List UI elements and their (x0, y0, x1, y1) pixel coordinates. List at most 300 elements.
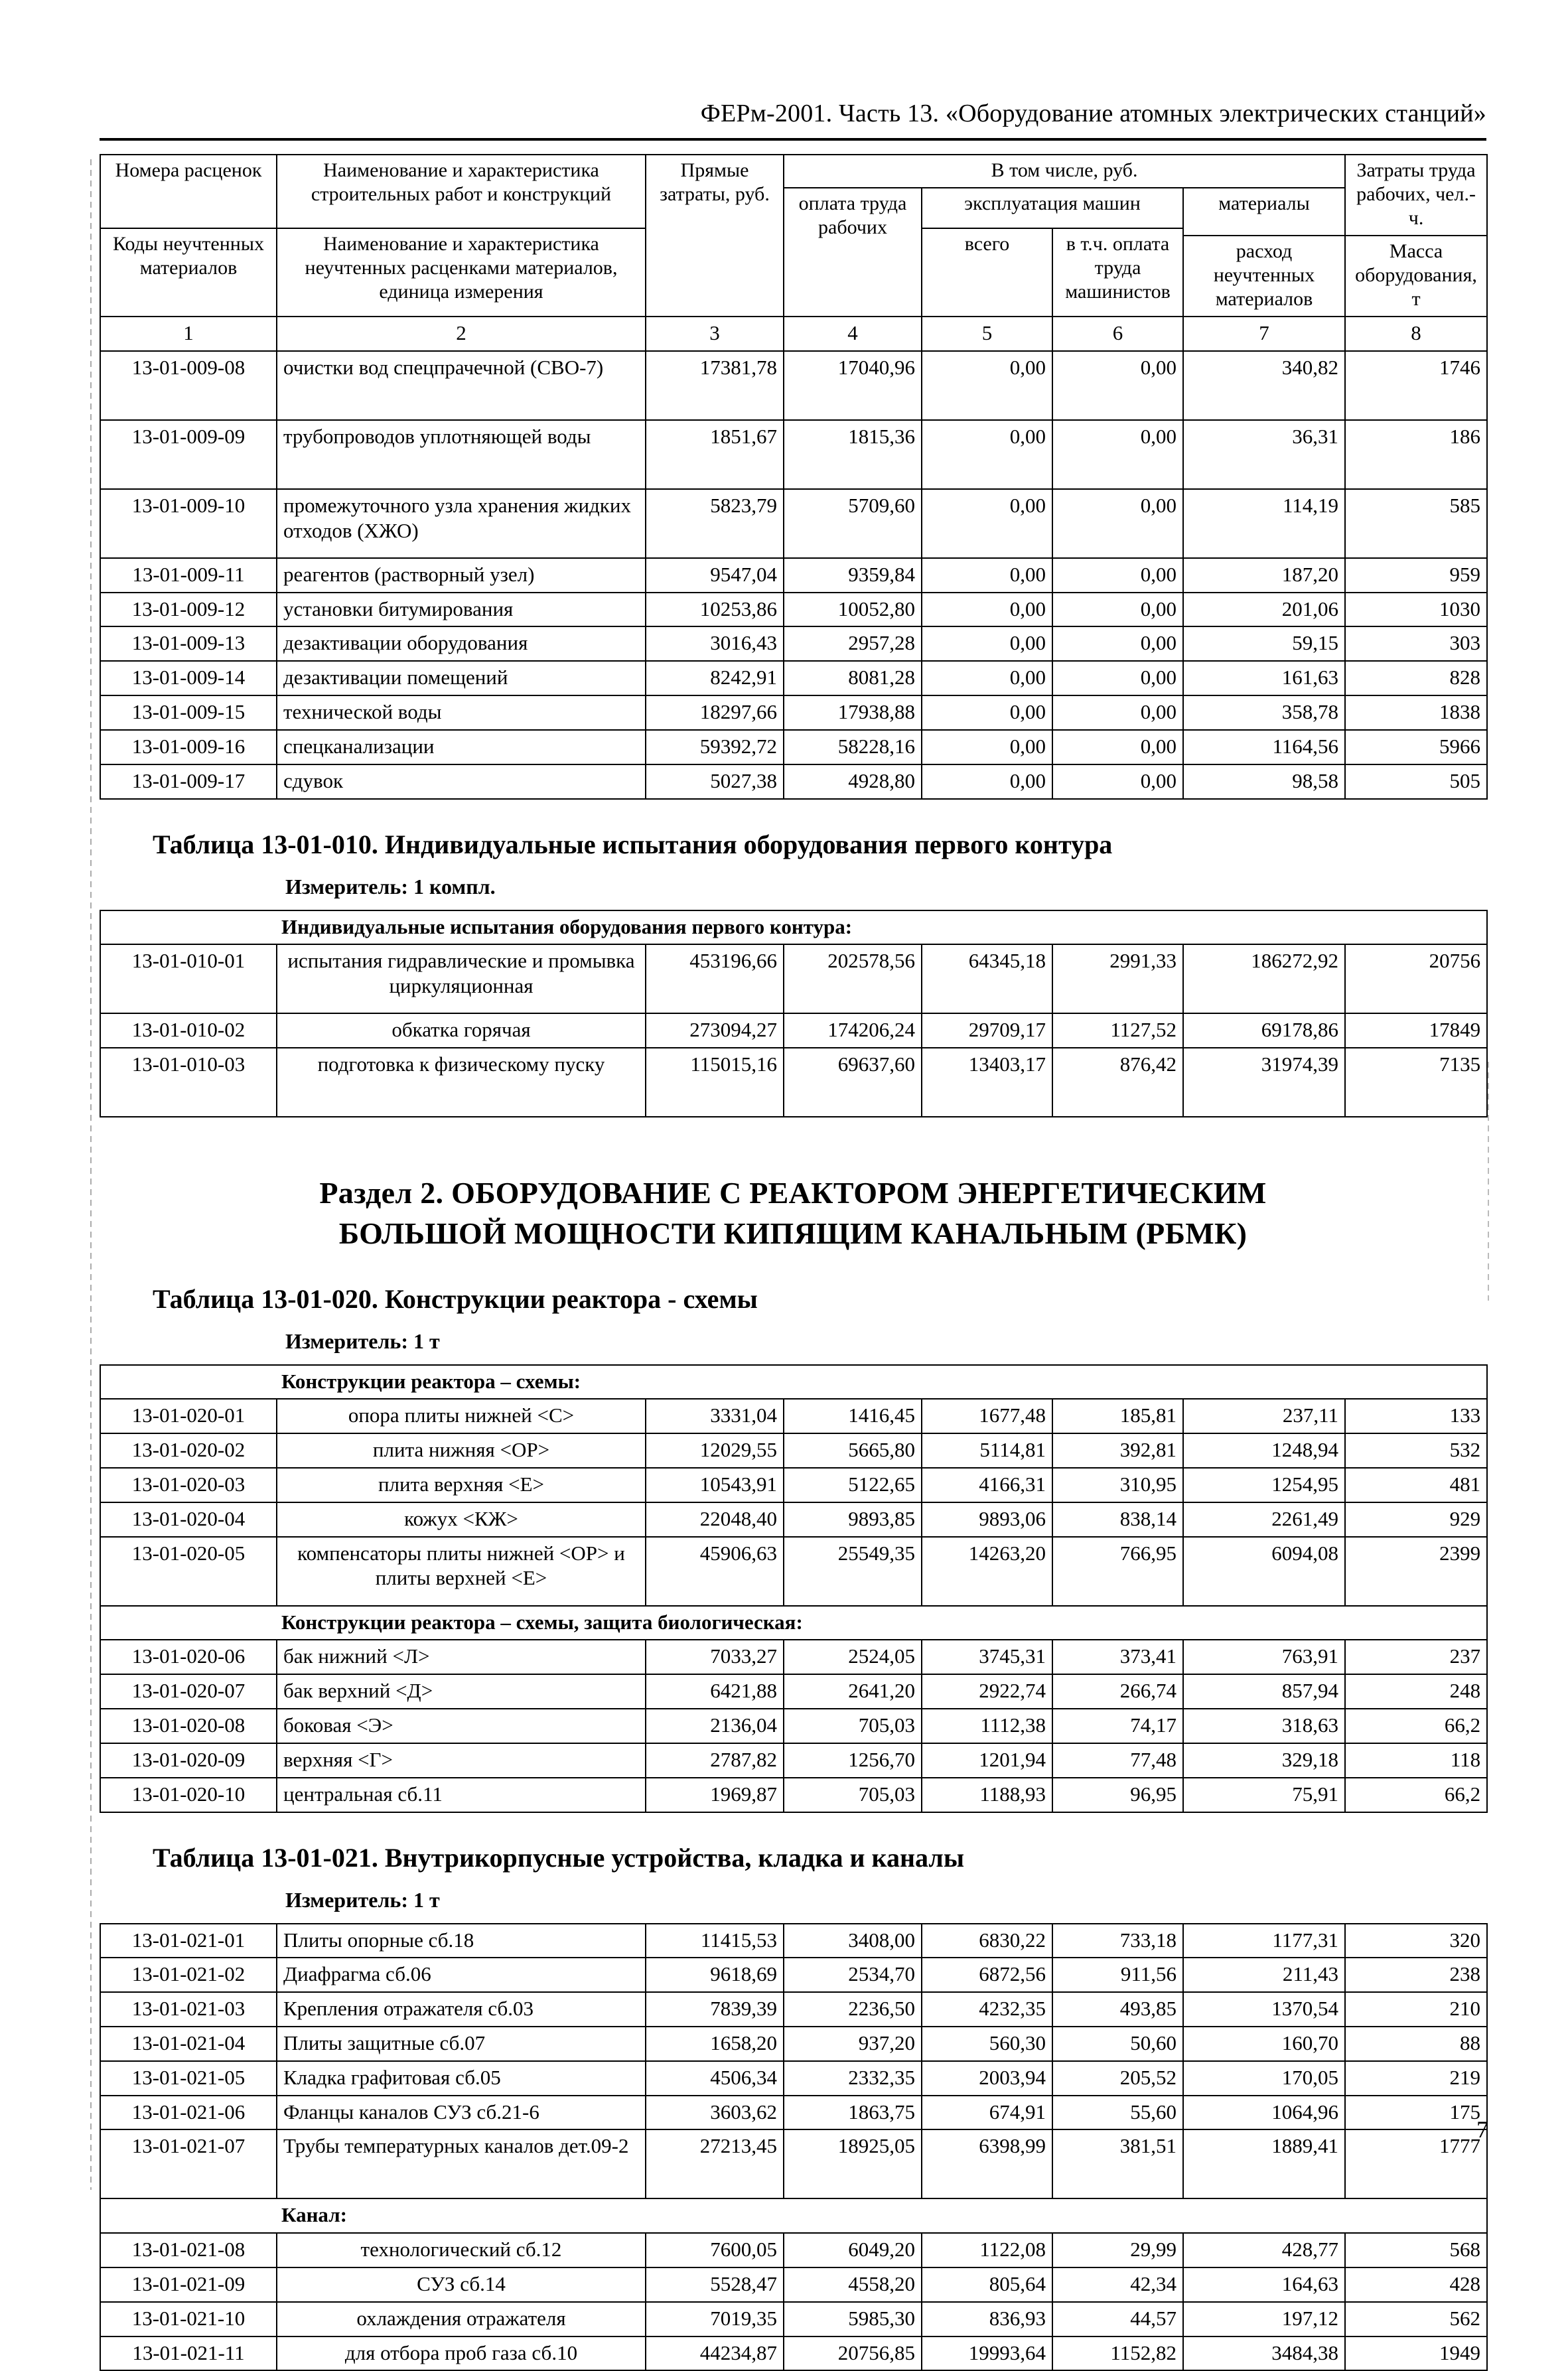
cell-labor-costs: 1746 (1345, 351, 1487, 420)
cell-name: кожух <КЖ> (277, 1502, 646, 1537)
cell-labor-pay: 9359,84 (784, 558, 922, 593)
cell-materials: 237,11 (1183, 1399, 1345, 1433)
left-margin-line (90, 159, 92, 2190)
cell-machinist-pay: 911,56 (1052, 1958, 1183, 1992)
table-row (100, 1013, 1487, 1048)
cell-materials: 114,19 (1183, 489, 1345, 558)
cell-code: 13-01-020-03 (100, 1468, 277, 1502)
cell-materials: 340,82 (1183, 351, 1345, 420)
cell-labor-pay: 17938,88 (784, 695, 922, 730)
group-header-row (100, 1365, 1487, 1400)
table-title-13-01-020: Таблица 13-01-020. Конструкции реактора - схемы (153, 1283, 1486, 1315)
cell-code: 13-01-020-08 (100, 1709, 277, 1743)
cell-materials: 2261,49 (1183, 1502, 1345, 1537)
cell-machinist-pay: 0,00 (1052, 695, 1183, 730)
running-head: ФЕРм-2001. Часть 13. «Оборудование атомных электрических станций» (100, 100, 1486, 129)
table-body-020-hdr2 (100, 1606, 1487, 1640)
table-title-13-01-021: Таблица 13-01-021. Внутрикорпусные устройства, кладка и каналы (153, 1842, 1486, 1873)
cell-name: Плиты опорные сб.18 (277, 1924, 646, 1958)
cell-code: 13-01-020-04 (100, 1502, 277, 1537)
cell-machines-total: 14263,20 (922, 1537, 1052, 1606)
cell-machines-total: 1122,08 (922, 2233, 1052, 2267)
cell-code: 13-01-020-02 (100, 1433, 277, 1468)
cell-code: 13-01-009-17 (100, 764, 277, 799)
col-number: 5 (922, 317, 1052, 351)
table-row (100, 2027, 1487, 2061)
cell-labor-pay: 705,03 (784, 1709, 922, 1743)
cell-code: 13-01-021-07 (100, 2129, 277, 2198)
cell-labor-pay: 2641,20 (784, 1674, 922, 1709)
cell-name: трубопроводов уплотняющей воды (277, 420, 646, 489)
cell-name: Диафрагма сб.06 (277, 1958, 646, 1992)
col-number: 3 (646, 317, 784, 351)
cell-machinist-pay: 29,99 (1052, 2233, 1183, 2267)
cell-direct-costs: 22048,40 (646, 1502, 784, 1537)
cell-labor-pay: 2957,28 (784, 626, 922, 661)
cell-name: Крепления отражателя сб.03 (277, 1992, 646, 2027)
cell-code: 13-01-020-01 (100, 1399, 277, 1433)
cell-labor-costs: 219 (1345, 2061, 1487, 2096)
group-header-row (100, 1606, 1487, 1640)
cell-labor-pay: 1815,36 (784, 420, 922, 489)
table-row (100, 626, 1487, 661)
cell-code: 13-01-020-07 (100, 1674, 277, 1709)
cell-labor-costs: 303 (1345, 626, 1487, 661)
cell-code: 13-01-020-06 (100, 1640, 277, 1674)
cell-machines-total: 4232,35 (922, 1992, 1052, 2027)
cell-labor-pay: 1416,45 (784, 1399, 922, 1433)
cell-direct-costs: 8242,91 (646, 661, 784, 695)
cell-code: 13-01-009-10 (100, 489, 277, 558)
cell-labor-costs: 5966 (1345, 730, 1487, 764)
cell-materials: 1164,56 (1183, 730, 1345, 764)
cell-materials: 3484,38 (1183, 2336, 1345, 2371)
cell-labor-costs: 428 (1345, 2267, 1487, 2302)
cell-labor-pay: 17040,96 (784, 351, 922, 420)
cell-direct-costs: 59392,72 (646, 730, 784, 764)
col-number: 8 (1345, 317, 1487, 351)
cell-name: центральная сб.11 (277, 1778, 646, 1812)
cell-machinist-pay: 185,81 (1052, 1399, 1183, 1433)
cell-direct-costs: 10253,86 (646, 593, 784, 627)
cell-labor-costs: 2399 (1345, 1537, 1487, 1606)
cell-machinist-pay: 42,34 (1052, 2267, 1183, 2302)
cell-machines-total: 6872,56 (922, 1958, 1052, 1992)
cell-materials: 187,20 (1183, 558, 1345, 593)
cell-machinist-pay: 0,00 (1052, 593, 1183, 627)
cell-labor-costs: 562 (1345, 2302, 1487, 2336)
cell-labor-costs: 118 (1345, 1743, 1487, 1778)
cell-machines-total: 674,91 (922, 2096, 1052, 2130)
cell-labor-pay: 202578,56 (784, 944, 922, 1013)
cell-name: дезактивации оборудования (277, 626, 646, 661)
cell-materials: 1370,54 (1183, 1992, 1345, 2027)
cell-machinist-pay: 266,74 (1052, 1674, 1183, 1709)
cell-machines-total: 29709,17 (922, 1013, 1052, 1048)
cell-labor-costs: 210 (1345, 1992, 1487, 2027)
cell-labor-pay: 3408,00 (784, 1924, 922, 1958)
cell-materials: 201,06 (1183, 593, 1345, 627)
cell-code: 13-01-021-09 (100, 2267, 277, 2302)
cell-machines-total: 0,00 (922, 420, 1052, 489)
cell-direct-costs: 3016,43 (646, 626, 784, 661)
cell-machines-total: 836,93 (922, 2302, 1052, 2336)
cell-direct-costs: 7839,39 (646, 1992, 784, 2027)
cell-labor-costs: 248 (1345, 1674, 1487, 1709)
cell-machinist-pay: 381,51 (1052, 2129, 1183, 2198)
cell-materials: 186272,92 (1183, 944, 1345, 1013)
table-row (100, 1537, 1487, 1606)
cell-code: 13-01-010-03 (100, 1048, 277, 1117)
group-header-row (100, 910, 1487, 945)
table-body-020-a (100, 1399, 1487, 1605)
cell-labor-pay: 937,20 (784, 2027, 922, 2061)
cell-machinist-pay: 0,00 (1052, 489, 1183, 558)
cell-direct-costs: 1658,20 (646, 2027, 784, 2061)
cell-labor-costs: 1838 (1345, 695, 1487, 730)
cell-direct-costs: 1969,87 (646, 1778, 784, 1812)
cell-materials: 160,70 (1183, 2027, 1345, 2061)
cell-materials: 197,12 (1183, 2302, 1345, 2336)
cell-materials: 1254,95 (1183, 1468, 1345, 1502)
cell-machines-total: 560,30 (922, 2027, 1052, 2061)
header-col1-top: Номера расценок (100, 155, 277, 228)
cell-direct-costs: 453196,66 (646, 944, 784, 1013)
cell-name: реагентов (растворный узел) (277, 558, 646, 593)
table-body-010-rows (100, 944, 1487, 1117)
cell-machines-total: 3745,31 (922, 1640, 1052, 1674)
cell-labor-costs: 505 (1345, 764, 1487, 799)
cell-labor-costs: 88 (1345, 2027, 1487, 2061)
section-heading-2 (163, 1173, 1423, 1254)
page-number: 7 (1476, 2116, 1488, 2143)
cell-machinist-pay: 44,57 (1052, 2302, 1183, 2336)
table-row (100, 1640, 1487, 1674)
cell-machinist-pay: 493,85 (1052, 1992, 1183, 2027)
cell-machines-total: 19993,64 (922, 2336, 1052, 2371)
cell-direct-costs: 5027,38 (646, 764, 784, 799)
cell-direct-costs: 2136,04 (646, 1709, 784, 1743)
table-body-021-a (100, 1924, 1487, 2199)
cell-name: бак нижний <Л> (277, 1640, 646, 1674)
cell-labor-pay: 5665,80 (784, 1433, 922, 1468)
cell-direct-costs: 12029,55 (646, 1433, 784, 1468)
cell-machinist-pay: 0,00 (1052, 730, 1183, 764)
cell-labor-pay: 1256,70 (784, 1743, 922, 1778)
table-row (100, 1709, 1487, 1743)
cell-labor-costs: 959 (1345, 558, 1487, 593)
cell-labor-costs: 7135 (1345, 1048, 1487, 1117)
cell-machinist-pay: 766,95 (1052, 1537, 1183, 1606)
cell-labor-pay: 2332,35 (784, 2061, 922, 2096)
section-heading-line-2: БОЛЬШОЙ МОЩНОСТИ КИПЯЩИМ КАНАЛЬНЫМ (РБМК) (163, 1214, 1423, 1254)
table-column-header (100, 155, 1487, 351)
cell-code: 13-01-009-15 (100, 695, 277, 730)
cell-direct-costs: 10543,91 (646, 1468, 784, 1502)
cell-code: 13-01-020-09 (100, 1743, 277, 1778)
cell-machines-total: 1201,94 (922, 1743, 1052, 1778)
cell-machinist-pay: 205,52 (1052, 2061, 1183, 2096)
cell-labor-costs: 175 (1345, 2096, 1487, 2130)
cell-machines-total: 2922,74 (922, 1674, 1052, 1709)
cell-machinist-pay: 0,00 (1052, 351, 1183, 420)
cell-direct-costs: 6421,88 (646, 1674, 784, 1709)
table-row (100, 1674, 1487, 1709)
cell-name: промежуточного узла хранения жидких отходов (ХЖО) (277, 489, 646, 558)
cell-labor-pay: 2534,70 (784, 1958, 922, 1992)
cell-labor-costs: 481 (1345, 1468, 1487, 1502)
cell-code: 13-01-009-13 (100, 626, 277, 661)
cell-machines-total: 1188,93 (922, 1778, 1052, 1812)
cell-materials: 1248,94 (1183, 1433, 1345, 1468)
cell-code: 13-01-021-05 (100, 2061, 277, 2096)
cell-labor-pay: 9893,85 (784, 1502, 922, 1537)
table-body-020-hdr1 (100, 1365, 1487, 1400)
cell-materials: 161,63 (1183, 661, 1345, 695)
cell-name: для отбора проб газа сб.10 (277, 2336, 646, 2371)
cell-labor-pay: 1863,75 (784, 2096, 922, 2130)
cell-name: верхняя <Г> (277, 1743, 646, 1778)
cell-materials: 170,05 (1183, 2061, 1345, 2096)
cell-materials: 36,31 (1183, 420, 1345, 489)
cell-machines-total: 4166,31 (922, 1468, 1052, 1502)
cell-machines-total: 0,00 (922, 558, 1052, 593)
cell-name: Трубы температурных каналов дет.09-2 (277, 2129, 646, 2198)
cell-direct-costs: 5823,79 (646, 489, 784, 558)
table-row (100, 695, 1487, 730)
cell-name: опора плиты нижней <С> (277, 1399, 646, 1433)
cell-machines-total: 1112,38 (922, 1709, 1052, 1743)
cell-labor-pay: 5709,60 (784, 489, 922, 558)
cell-materials: 59,15 (1183, 626, 1345, 661)
table-body-009 (100, 351, 1487, 799)
cell-code: 13-01-009-16 (100, 730, 277, 764)
cell-direct-costs: 9618,69 (646, 1958, 784, 1992)
col-number: 6 (1052, 317, 1183, 351)
cell-labor-pay: 705,03 (784, 1778, 922, 1812)
cell-labor-costs: 66,2 (1345, 1778, 1487, 1812)
table-body-021-hdr (100, 2198, 1487, 2233)
cell-materials: 164,63 (1183, 2267, 1345, 2302)
table-body-021-b (100, 2233, 1487, 2370)
cell-name: Плиты защитные сб.07 (277, 2027, 646, 2061)
column-number-row (100, 317, 1487, 351)
table-13-01-020 (100, 1364, 1488, 1813)
cell-name: очистки вод спецпрачечной (СВО-7) (277, 351, 646, 420)
cell-direct-costs: 27213,45 (646, 2129, 784, 2198)
cell-materials: 1064,96 (1183, 2096, 1345, 2130)
cell-code: 13-01-009-11 (100, 558, 277, 593)
group-header-row (100, 2198, 1487, 2233)
cell-direct-costs: 7019,35 (646, 2302, 784, 2336)
table-row (100, 2336, 1487, 2371)
cell-machinist-pay: 733,18 (1052, 1924, 1183, 1958)
cell-direct-costs: 3603,62 (646, 2096, 784, 2130)
table-row (100, 351, 1487, 420)
cell-machines-total: 0,00 (922, 626, 1052, 661)
table-row (100, 2233, 1487, 2267)
cell-machinist-pay: 96,95 (1052, 1778, 1183, 1812)
table-row (100, 1468, 1487, 1502)
header-col7: расход неучтенных материалов (1183, 236, 1345, 317)
cell-code: 13-01-009-08 (100, 351, 277, 420)
cell-materials: 428,77 (1183, 2233, 1345, 2267)
table-row (100, 661, 1487, 695)
cell-materials: 75,91 (1183, 1778, 1345, 1812)
cell-labor-pay: 18925,05 (784, 2129, 922, 2198)
cell-direct-costs: 45906,63 (646, 1537, 784, 1606)
cell-machinist-pay: 0,00 (1052, 558, 1183, 593)
cell-name: боковая <Э> (277, 1709, 646, 1743)
header-col5: всего (922, 228, 1052, 317)
cell-machinist-pay: 1127,52 (1052, 1013, 1183, 1048)
header-group-machines: эксплуатация машин (922, 188, 1183, 228)
table-13-01-010 (100, 910, 1488, 1118)
cell-labor-pay: 4558,20 (784, 2267, 922, 2302)
table-row (100, 2061, 1487, 2096)
document-content (100, 154, 1486, 2371)
cell-name: подготовка к физическому пуску (277, 1048, 646, 1117)
cell-direct-costs: 115015,16 (646, 1048, 784, 1117)
cell-machinist-pay: 0,00 (1052, 420, 1183, 489)
cell-machines-total: 0,00 (922, 351, 1052, 420)
cell-direct-costs: 7033,27 (646, 1640, 784, 1674)
cell-labor-costs: 585 (1345, 489, 1487, 558)
cell-code: 13-01-021-08 (100, 2233, 277, 2267)
cell-name: плита верхняя <Е> (277, 1468, 646, 1502)
group-header-label: Канал: (100, 2198, 1487, 2233)
cell-labor-costs: 237 (1345, 1640, 1487, 1674)
cell-direct-costs: 18297,66 (646, 695, 784, 730)
table-row (100, 730, 1487, 764)
cell-name: установки битумирования (277, 593, 646, 627)
cell-name: СУЗ сб.14 (277, 2267, 646, 2302)
cell-labor-costs: 17849 (1345, 1013, 1487, 1048)
cell-code: 13-01-021-02 (100, 1958, 277, 1992)
cell-labor-pay: 2524,05 (784, 1640, 922, 1674)
header-col6: в т.ч. оплата труда машинистов (1052, 228, 1183, 317)
header-col8-top: Затраты труда рабочих, чел.-ч. (1345, 155, 1487, 236)
col-number: 1 (100, 317, 277, 351)
table-row (100, 593, 1487, 627)
cell-code: 13-01-009-09 (100, 420, 277, 489)
cell-materials: 6094,08 (1183, 1537, 1345, 1606)
table-row (100, 2096, 1487, 2130)
cell-code: 13-01-020-05 (100, 1537, 277, 1606)
cell-materials: 1889,41 (1183, 2129, 1345, 2198)
cell-labor-pay: 20756,85 (784, 2336, 922, 2371)
cell-labor-pay: 69637,60 (784, 1048, 922, 1117)
table-row (100, 944, 1487, 1013)
cell-machines-total: 0,00 (922, 730, 1052, 764)
header-col4: оплата труда рабочих (784, 188, 922, 317)
cell-machines-total: 1677,48 (922, 1399, 1052, 1433)
cell-machinist-pay: 1152,82 (1052, 2336, 1183, 2371)
cell-code: 13-01-021-01 (100, 1924, 277, 1958)
table-row (100, 764, 1487, 799)
cell-code: 13-01-021-04 (100, 2027, 277, 2061)
table-row (100, 420, 1487, 489)
cell-labor-pay: 5122,65 (784, 1468, 922, 1502)
table-row (100, 1778, 1487, 1812)
cell-machines-total: 0,00 (922, 661, 1052, 695)
header-rule (100, 138, 1486, 141)
cell-direct-costs: 2787,82 (646, 1743, 784, 1778)
table-row (100, 558, 1487, 593)
cell-machinist-pay: 392,81 (1052, 1433, 1183, 1468)
cell-name: компенсаторы плиты нижней <ОР> и плиты верхней <Е> (277, 1537, 646, 1606)
col-number: 7 (1183, 317, 1345, 351)
cell-name: плита нижняя <ОР> (277, 1433, 646, 1468)
cell-machinist-pay: 0,00 (1052, 661, 1183, 695)
table-13-01-009 (100, 154, 1488, 800)
table-row (100, 1924, 1487, 1958)
cell-machinist-pay: 0,00 (1052, 764, 1183, 799)
cell-code: 13-01-009-14 (100, 661, 277, 695)
cell-machinist-pay: 876,42 (1052, 1048, 1183, 1117)
table-row (100, 1958, 1487, 1992)
cell-machines-total: 0,00 (922, 695, 1052, 730)
cell-materials: 857,94 (1183, 1674, 1345, 1709)
cell-name: технологический сб.12 (277, 2233, 646, 2267)
table-row (100, 1743, 1487, 1778)
cell-materials: 69178,86 (1183, 1013, 1345, 1048)
cell-direct-costs: 4506,34 (646, 2061, 784, 2096)
cell-materials: 31974,39 (1183, 1048, 1345, 1117)
cell-name: испытания гидравлические и промывка циркуляционная (277, 944, 646, 1013)
cell-labor-costs: 20756 (1345, 944, 1487, 1013)
cell-machinist-pay: 77,48 (1052, 1743, 1183, 1778)
cell-code: 13-01-010-01 (100, 944, 277, 1013)
cell-labor-costs: 828 (1345, 661, 1487, 695)
cell-machines-total: 0,00 (922, 593, 1052, 627)
cell-name: Кладка графитовая сб.05 (277, 2061, 646, 2096)
cell-labor-costs: 66,2 (1345, 1709, 1487, 1743)
table-body-010 (100, 910, 1487, 945)
cell-labor-pay: 174206,24 (784, 1013, 922, 1048)
table-row (100, 1433, 1487, 1468)
cell-code: 13-01-009-12 (100, 593, 277, 627)
cell-direct-costs: 3331,04 (646, 1399, 784, 1433)
col-number: 2 (277, 317, 646, 351)
cell-labor-costs: 1030 (1345, 593, 1487, 627)
cell-direct-costs: 17381,78 (646, 351, 784, 420)
cell-labor-pay: 58228,16 (784, 730, 922, 764)
cell-code: 13-01-021-11 (100, 2336, 277, 2371)
cell-code: 13-01-020-10 (100, 1778, 277, 1812)
table-body-020-b (100, 1640, 1487, 1812)
cell-machinist-pay: 0,00 (1052, 626, 1183, 661)
cell-machinist-pay: 50,60 (1052, 2027, 1183, 2061)
measure-13-01-021: Измеритель: 1 т (285, 1888, 1486, 1912)
cell-labor-pay: 4928,80 (784, 764, 922, 799)
cell-machines-total: 64345,18 (922, 944, 1052, 1013)
header-col2-top: Наименование и характеристика строительных работ и конструкций (277, 155, 646, 228)
group-header-label: Конструкции реактора – схемы, защита биологическая: (100, 1606, 1487, 1640)
cell-direct-costs: 273094,27 (646, 1013, 784, 1048)
group-header-label: Конструкции реактора – схемы: (100, 1365, 1487, 1400)
cell-machinist-pay: 838,14 (1052, 1502, 1183, 1537)
cell-labor-pay: 10052,80 (784, 593, 922, 627)
table-row (100, 2129, 1487, 2198)
cell-machines-total: 6398,99 (922, 2129, 1052, 2198)
cell-labor-pay: 2236,50 (784, 1992, 922, 2027)
cell-labor-costs: 1949 (1345, 2336, 1487, 2371)
cell-name: бак верхний <Д> (277, 1674, 646, 1709)
cell-machinist-pay: 2991,33 (1052, 944, 1183, 1013)
cell-labor-pay: 5985,30 (784, 2302, 922, 2336)
measure-13-01-010: Измеритель: 1 компл. (285, 875, 1486, 899)
